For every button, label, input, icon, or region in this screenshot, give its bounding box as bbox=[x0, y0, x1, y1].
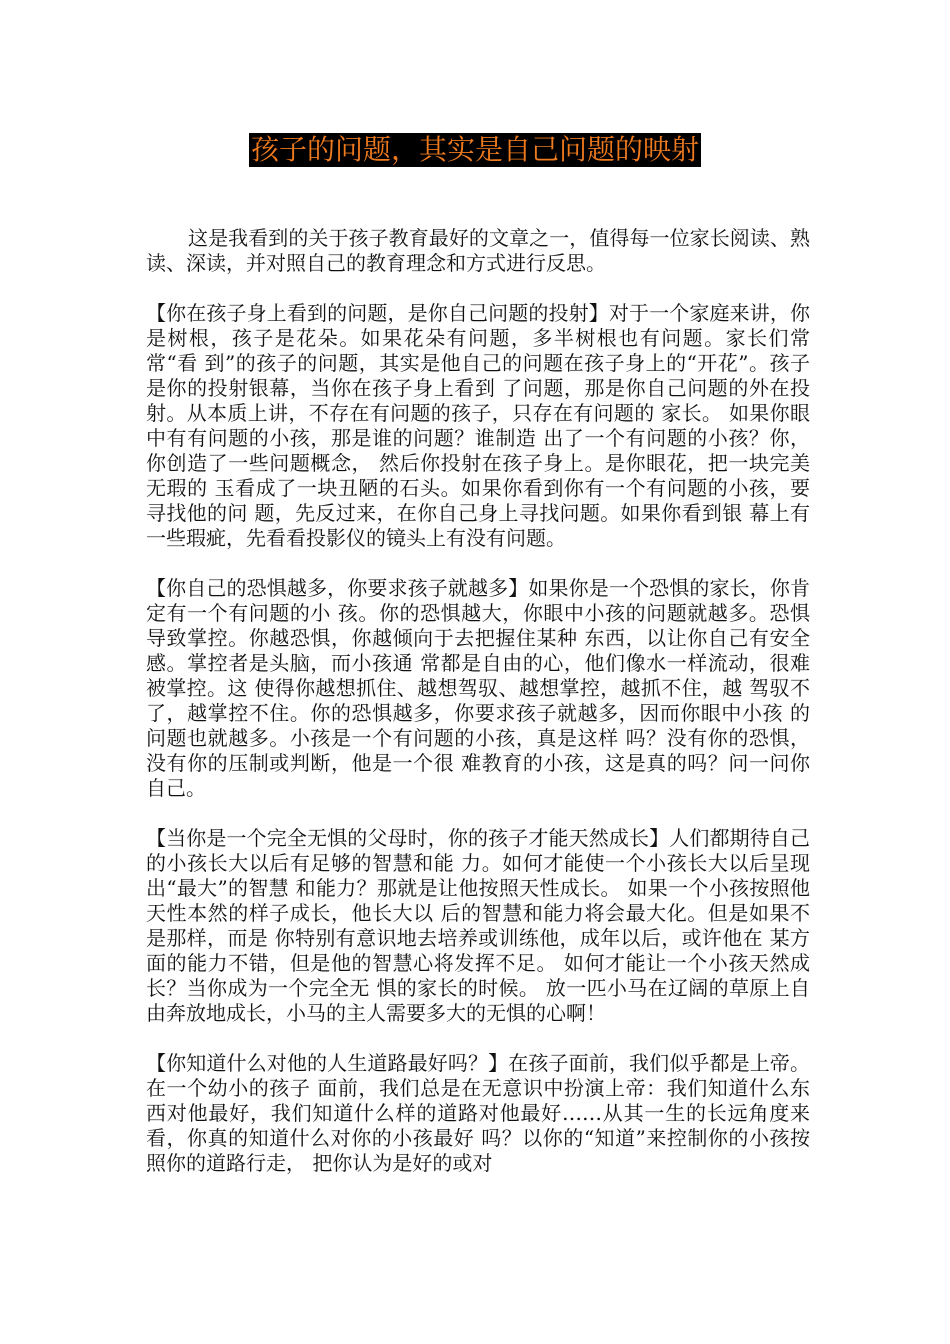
document-title: 孩子的问题，其实是自己问题的映射 bbox=[250, 133, 699, 166]
intro-paragraph: 这是我看到的关于孩子教育最好的文章之一，值得每一位家长阅读、熟读、深读，并对照自己的教育理念和方式进行反思。 bbox=[146, 226, 810, 275]
document-body bbox=[146, 226, 810, 1201]
paragraph-fearless-parent: 【当你是一个完全无惧的父母时，你的孩子才能天然成长】人们都期待自己的小孩长大以后有足够的智慧和能 力。如何才能使一个小孩长大以后呈现出“最大”的智慧 和能力？那就是让他按照天性成长。 如果一个小孩按照他天性本然的样子成长，他长大以 后的智慧和能力将会最大化。但是如果不是那样，而是 你特别有意识地去培养或训练他，成年以后，或许他在 某方面的能力不错，但是他的智慧心将发挥不足。 如何才能让一个小孩天然成长？当你成为一个完全无 惧的家长的时候。 放一匹小马在辽阔的草原上自由奔放地成长，小马的主人需要多大的无惧的心啊！ bbox=[146, 826, 810, 1025]
title-block bbox=[0, 133, 950, 167]
paragraph-projection: 【你在孩子身上看到的问题，是你自己问题的投射】对于一个家庭来讲，你是树根，孩子是花朵。如果花朵有问题，多半树根也有问题。家长们常常“看 到”的孩子的问题，其实是他自己的问题在孩子身上的“开花”。孩子是你的投射银幕，当你在孩子身上看到 了问题，那是你自己问题的外在投射。从本质上讲，不存在有问题的孩子，只存在有问题的 家长。 如果你眼中有有问题的小孩，那是谁的问题？谁制造 出了一个有问题的小孩？你，你创造了一些问题概念， 然后你投射在孩子身上。是你眼花，把一块完美无瑕的 玉看成了一块丑陋的石头。如果你看到你有一个有问题的小孩，要寻找他的问 题，先反过来，在你自己身上寻找问题。如果你看到银 幕上有一些瑕疵，先看看投影仪的镜头上有没有问题。 bbox=[146, 301, 810, 550]
paragraph-fear: 【你自己的恐惧越多，你要求孩子就越多】如果你是一个恐惧的家长，你肯定有一个有问题的小 孩。你的恐惧越大，你眼中小孩的问题就越多。恐惧导致掌控。你越恐惧，你越倾向于去把握住某种 东西，以让你自己有安全感。掌控者是头脑，而小孩通 常都是自由的心，他们像水一样流动，很难被掌控。这 使得你越想抓住、越想驾驭、越想掌控，越抓不住，越 驾驭不了，越掌控不住。你的恐惧越多，你要求孩子就越多，因而你眼中小孩 的问题也就越多。小孩是一个有问题的小孩，真是这样 吗？没有你的恐惧，没有你的压制或判断，他是一个很 难教育的小孩，这是真的吗？问一问你自己。 bbox=[146, 576, 810, 800]
paragraph-life-path: 【你知道什么对他的人生道路最好吗？】在孩子面前，我们似乎都是上帝。在一个幼小的孩子 面前，我们总是在无意识中扮演上帝：我们知道什么东 西对他最好，我们知道什么样的道路对他最好……从其一生的长远角度来看，你真的知道什么对你的小孩最好 吗？以你的“知道”来控制你的小孩按照你的道路行走， 把你认为是好的或对 bbox=[146, 1051, 810, 1175]
